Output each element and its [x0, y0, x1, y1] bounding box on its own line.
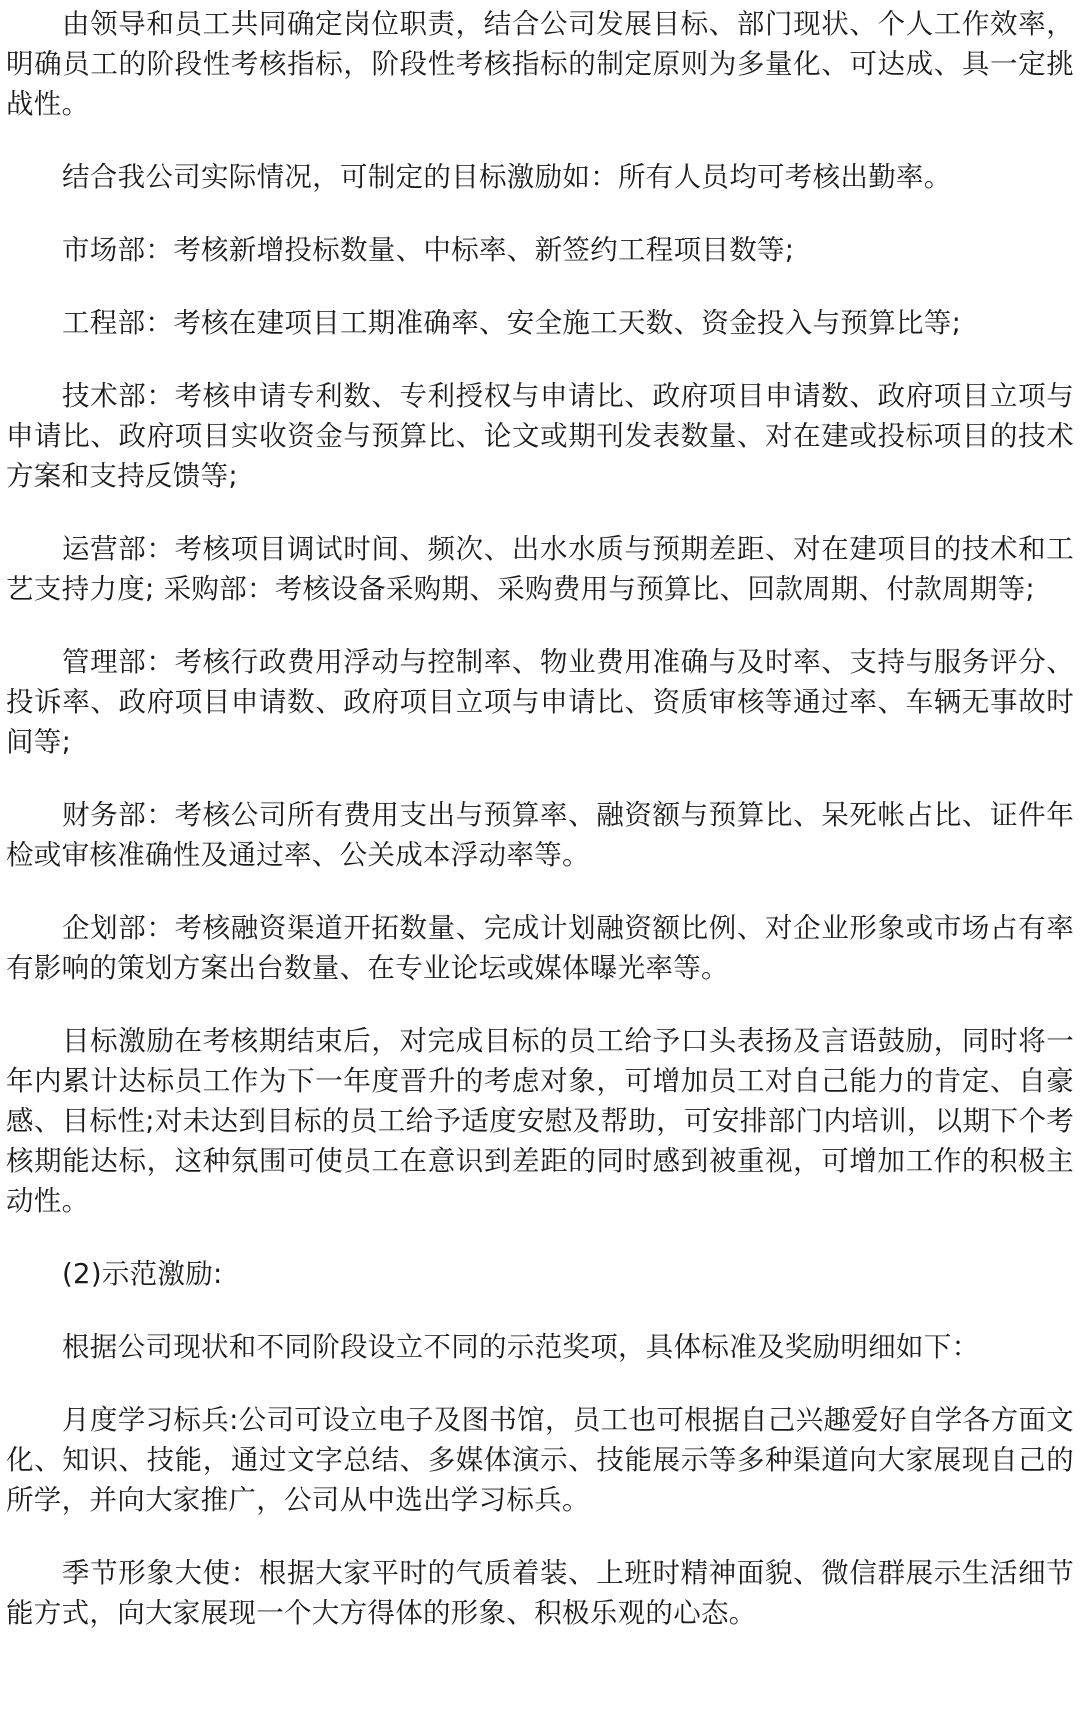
- section-heading-demonstration-incentive: (2)示范激励:: [62, 1258, 223, 1290]
- paragraph-marketing-dept: 市场部：考核新增投标数量、中标率、新签约工程项目数等;: [62, 234, 795, 266]
- paragraph-demonstration-awards-intro: 根据公司现状和不同阶段设立不同的示范奖项，具体标准及奖励明细如下：: [62, 1331, 980, 1363]
- paragraph-target-incentive-intro: 结合我公司实际情况，可制定的目标激励如：所有人员均可考核出勤率。: [62, 161, 952, 193]
- paragraph-planning-dept: 企划部：考核融资渠道开拓数量、完成计划融资额比例、对企业形象或市场占有率有影响的策划方案出台数量、在专业论坛或媒体曝光率等。: [6, 912, 1074, 984]
- paragraph-management-dept: 管理部：考核行政费用浮动与控制率、物业费用准确与及时率、支持与服务评分、投诉率、政府项目申请数、政府项目立项与申请比、资质审核等通过率、车辆无事故时间等;: [6, 646, 1074, 758]
- paragraph-target-incentive-outcome: 目标激励在考核期结束后，对完成目标的员工给予口头表扬及言语鼓励，同时将一年内累计达标员工作为下一年度晋升的考虑对象，可增加员工对自己能力的肯定、自豪感、目标性;对未达到目标的员工给予适度安慰及帮助，可安排部门内培训，以期下个考核期能达标，这种氛围可使员工在意识到差距的同时感到被重视，可增加工作的积极主动性。: [6, 1025, 1074, 1217]
- paragraph-monthly-learning-model: 月度学习标兵:公司可设立电子及图书馆，员工也可根据自己兴趣爱好自学各方面文化、知识、技能，通过文字总结、多媒体演示、技能展示等多种渠道向大家展现自己的所学，并向大家推广，公司从中选出学习标兵。: [6, 1404, 1074, 1516]
- paragraph-engineering-dept: 工程部：考核在建项目工期准确率、安全施工天数、资金投入与预算比等;: [62, 307, 962, 339]
- paragraph-seasonal-image-ambassador: 季节形象大使：根据大家平时的气质着装、上班时精神面貌、微信群展示生活细节能方式，向大家展现一个大方得体的形象、积极乐观的心态。: [6, 1557, 1074, 1629]
- paragraph-finance-dept: 财务部：考核公司所有费用支出与预算率、融资额与预算比、呆死帐占比、证件年检或审核准确性及通过率、公关成本浮动率等。: [6, 799, 1074, 871]
- paragraph-operations-procurement-dept: 运营部：考核项目调试时间、频次、出水水质与预期差距、对在建项目的技术和工艺支持力度; 采购部：考核设备采购期、采购费用与预算比、回款周期、付款周期等;: [6, 533, 1074, 605]
- paragraph-technology-dept: 技术部：考核申请专利数、专利授权与申请比、政府项目申请数、政府项目立项与申请比、政府项目实收资金与预算比、论文或期刊发表数量、对在建或投标项目的技术方案和支持反馈等;: [6, 380, 1074, 492]
- paragraph-job-responsibilities: 由领导和员工共同确定岗位职责，结合公司发展目标、部门现状、个人工作效率，明确员工的阶段性考核指标，阶段性考核指标的制定原则为多量化、可达成、具一定挑战性。: [6, 8, 1074, 120]
